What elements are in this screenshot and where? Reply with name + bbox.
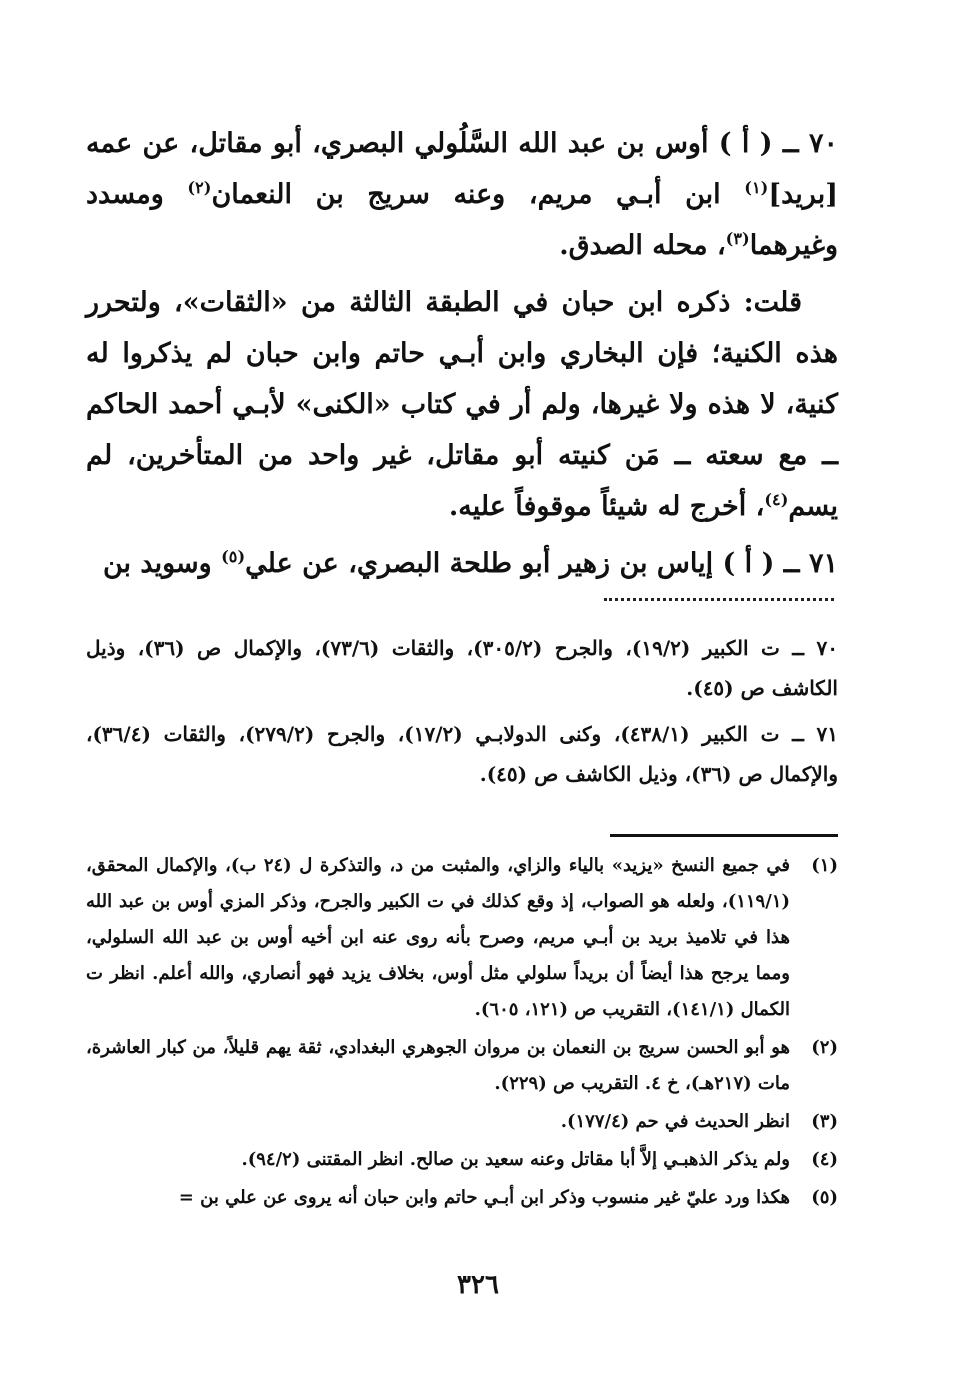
commentary-text-1: قلت: ذكره ابن حبان في الطبقة الثالثة من «الثقات»، ولتحرر هذه الكنية؛ فإن البخاري وابن أبـي حاتم وابن حبان لم يذكروا له كنية، لا هذه ولا غيرها، ولم أر في كتاب «الكنى» لأبـي أحمد الحاكم ــ مع سعته ــ مَن كنيته أبو مقاتل، غير واحد من المتأخرين، لم يسم bbox=[86, 287, 838, 522]
footnote-text: ولم يذكر الذهبـي إلاَّ أبا مقاتل وعنه سعيد بن صالح. انظر المقتنى (٩٤/٢). bbox=[241, 1149, 790, 1170]
footnote-text: انظر الحديث في حم (١٧٧/٤). bbox=[560, 1111, 790, 1132]
footnote-1 bbox=[86, 848, 838, 1028]
footnote-ref-5: (٥) bbox=[221, 547, 246, 566]
reference-70: ٧٠ ــ ت الكبير (١٩/٢)، والجرح (٣٠٥/٢)، والثقات (٧٣/٦)، والإكمال ص (٣٦)، وذيل الكاشف ص (٤٥). bbox=[86, 636, 838, 700]
entry-70-text-2: ابن أبـي مريم، وعنه سريج بن النعمان bbox=[211, 179, 745, 210]
footnote-number: (١) bbox=[811, 855, 838, 876]
entry-70-text-4: ، محله الصدق. bbox=[559, 230, 726, 261]
footnote-ref-3: (٣) bbox=[725, 229, 750, 248]
entry-71-text-1: ٧١ ــ ( أ ) إياس بن زهير أبو طلحة البصري، عن علي bbox=[245, 548, 838, 579]
footnote-text: في جميع النسخ «يزيد» بالياء والزاي، والمثبت من د، والتذكرة ل (٢٤ ب)، والإكمال المحقق، (١١٩/١)، ولعله هو الصواب، إذ وقع كذلك في ت الكبير والجرح، وذكر المزي أوس بن عبد الله هذا في تلاميذ بريد بن أبـي مريم، وصرح بأنه روى عنه ابن أخيه أوس بن عبد الله السلولي، ومما يرجح هذا أيضاً أن بريداً سلولي مثل أوس، بخلاف يزيد فهو أنصاري، والله أعلم. انظر ت الكمال (١٤١/١)، التقريب ص (١٢١، ٦٠٥). bbox=[86, 855, 790, 1020]
dotted-separator bbox=[604, 598, 834, 601]
commentary-paragraph bbox=[86, 277, 838, 532]
entry-70-text-3: ومسدد وغيرهما bbox=[86, 179, 838, 261]
footnote-5 bbox=[86, 1180, 838, 1216]
footnote-text: هو أبو الحسن سريج بن النعمان بن مروان الجوهري البغدادي، ثقة يهم قليلاً، من كبار العاشرة، مات (٢١٧هـ)، خ ٤. التقريب ص (٢٢٩). bbox=[86, 1037, 790, 1094]
page-number: ٣٢٦ bbox=[457, 1270, 499, 1300]
footnote-ref-2: (٢) bbox=[187, 178, 212, 197]
footnote-number: (٥) bbox=[811, 1187, 838, 1208]
footnote-4 bbox=[86, 1142, 838, 1178]
footnote-3 bbox=[86, 1104, 838, 1140]
entry-70 bbox=[86, 118, 838, 271]
entry-71-text-2: وسويد بن bbox=[102, 548, 222, 579]
footnote-number: (٤) bbox=[811, 1149, 838, 1170]
footnotes-section bbox=[86, 848, 838, 1218]
footnote-ref-1: (١) bbox=[744, 178, 769, 197]
footnote-number: (٣) bbox=[811, 1111, 838, 1132]
footnote-2 bbox=[86, 1030, 838, 1102]
footnote-ref-4: (٤) bbox=[764, 490, 789, 509]
footnote-rule bbox=[610, 834, 838, 837]
entry-71 bbox=[86, 538, 838, 589]
footnote-number: (٢) bbox=[811, 1037, 838, 1058]
commentary-text-2: ، أخرج له شيئاً موقوفاً عليه. bbox=[448, 491, 765, 522]
main-text bbox=[86, 118, 838, 595]
reference-71: ٧١ ــ ت الكبير (٤٣٨/١)، وكنى الدولابـي (١٧/٢)، والجرح (٢٧٩/٢)، والثقات (٣٦/٤)، والإكمال ص (٣٦)، وذيل الكاشف ص (٤٥). bbox=[86, 722, 838, 786]
entry-70-text-1: ٧٠ ــ ( أ ) أوس بن عبد الله السَّلُولي البصري، أبو مقاتل، عن عمه [بريد] bbox=[86, 128, 838, 210]
footnote-text: هكذا ورد عليّ غير منسوب وذكر ابن أبـي حاتم وابن حبان أنه يروى عن علي بن = bbox=[178, 1187, 790, 1208]
references-section bbox=[86, 628, 838, 800]
